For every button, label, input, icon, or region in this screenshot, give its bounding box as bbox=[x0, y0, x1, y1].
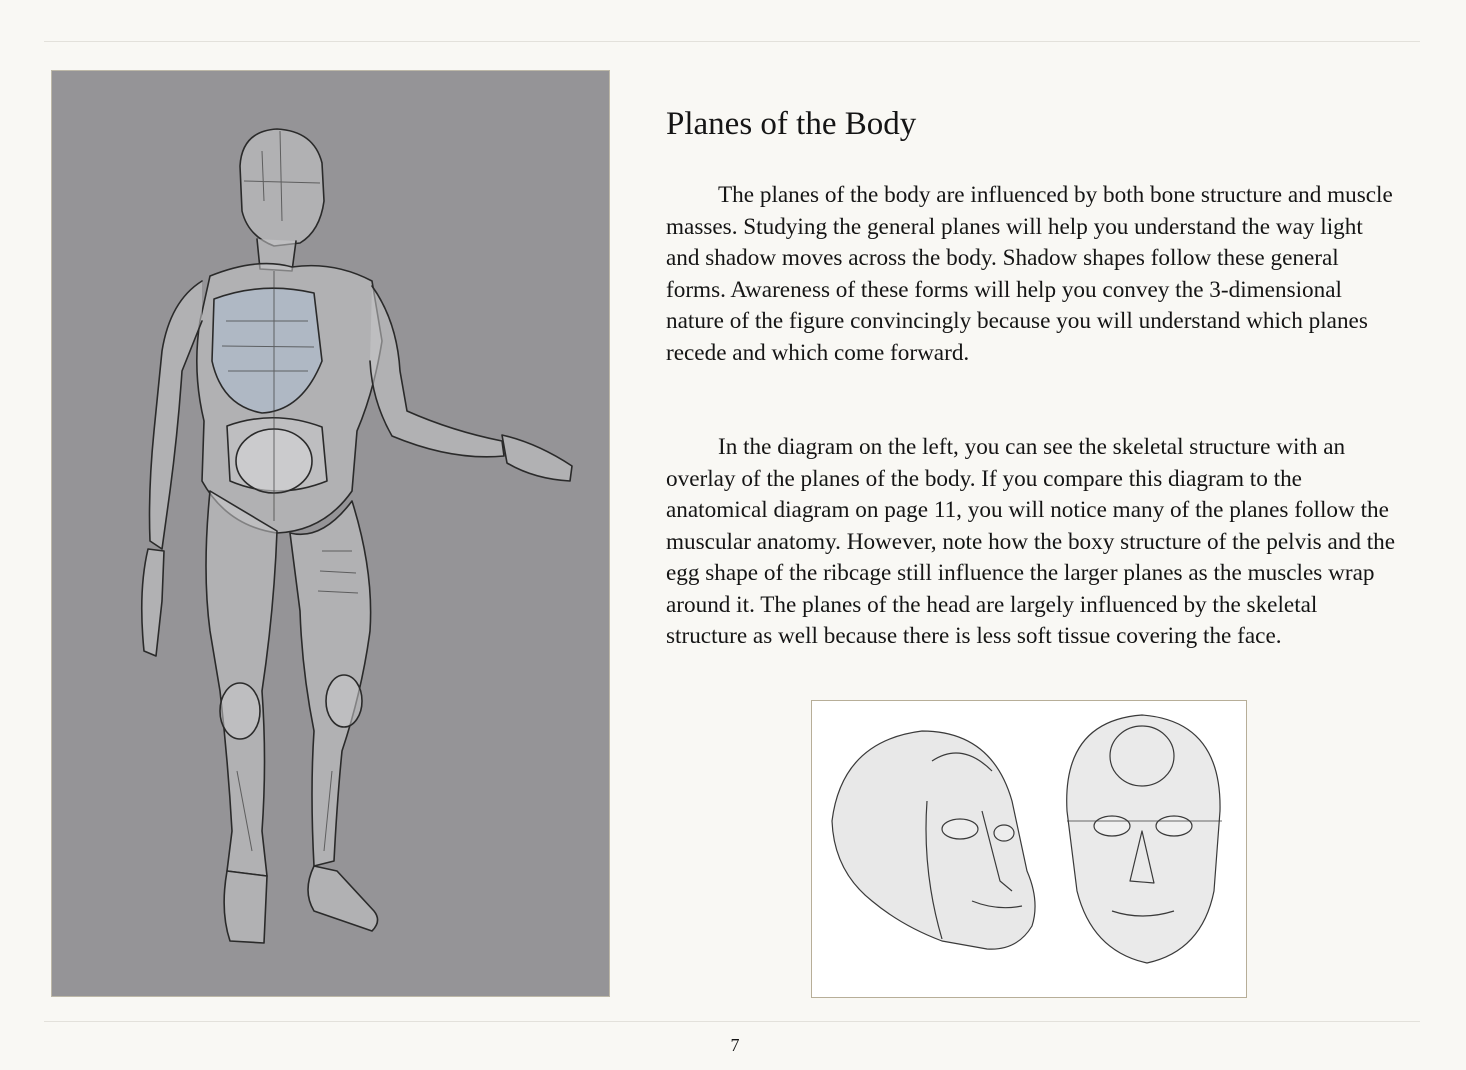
page-number: 7 bbox=[730, 1035, 740, 1055]
body-paragraph-1: The planes of the body are influenced by both bone structure and muscle masses. Studying the general planes will help you understand the way light and shadow moves across the body. Shadow shapes follow these general forms. Awareness of these forms will help you convey the 3-dimensional nature of the figure convincingly because you will understand which planes recede and which come forward. bbox=[666, 182, 1393, 366]
head-front-view bbox=[1067, 715, 1222, 963]
body-paragraph-2: In the diagram on the left, you can see the skeletal structure with an overlay of the planes of the body. If you compare this diagram to the anatomical diagram on page 11, you will notice many of the planes follow the muscular anatomy. However, note how the boxy structure of the pelvis and the egg shape of the ribcage still influence the larger planes as the muscles wrap around it. The planes of the head are largely influenced by the skeletal structure as well because there is less soft tissue covering the face. bbox=[666, 434, 1396, 649]
top-rule bbox=[44, 41, 1420, 42]
figure-sketch bbox=[52, 71, 611, 998]
head-three-quarter-view bbox=[832, 731, 1035, 949]
bottom-rule bbox=[44, 1021, 1420, 1022]
page-title: Planes of the Body bbox=[666, 106, 917, 142]
body-planes-illustration bbox=[51, 70, 610, 997]
head-planes-illustration bbox=[811, 700, 1247, 998]
head-sketches bbox=[812, 701, 1248, 999]
